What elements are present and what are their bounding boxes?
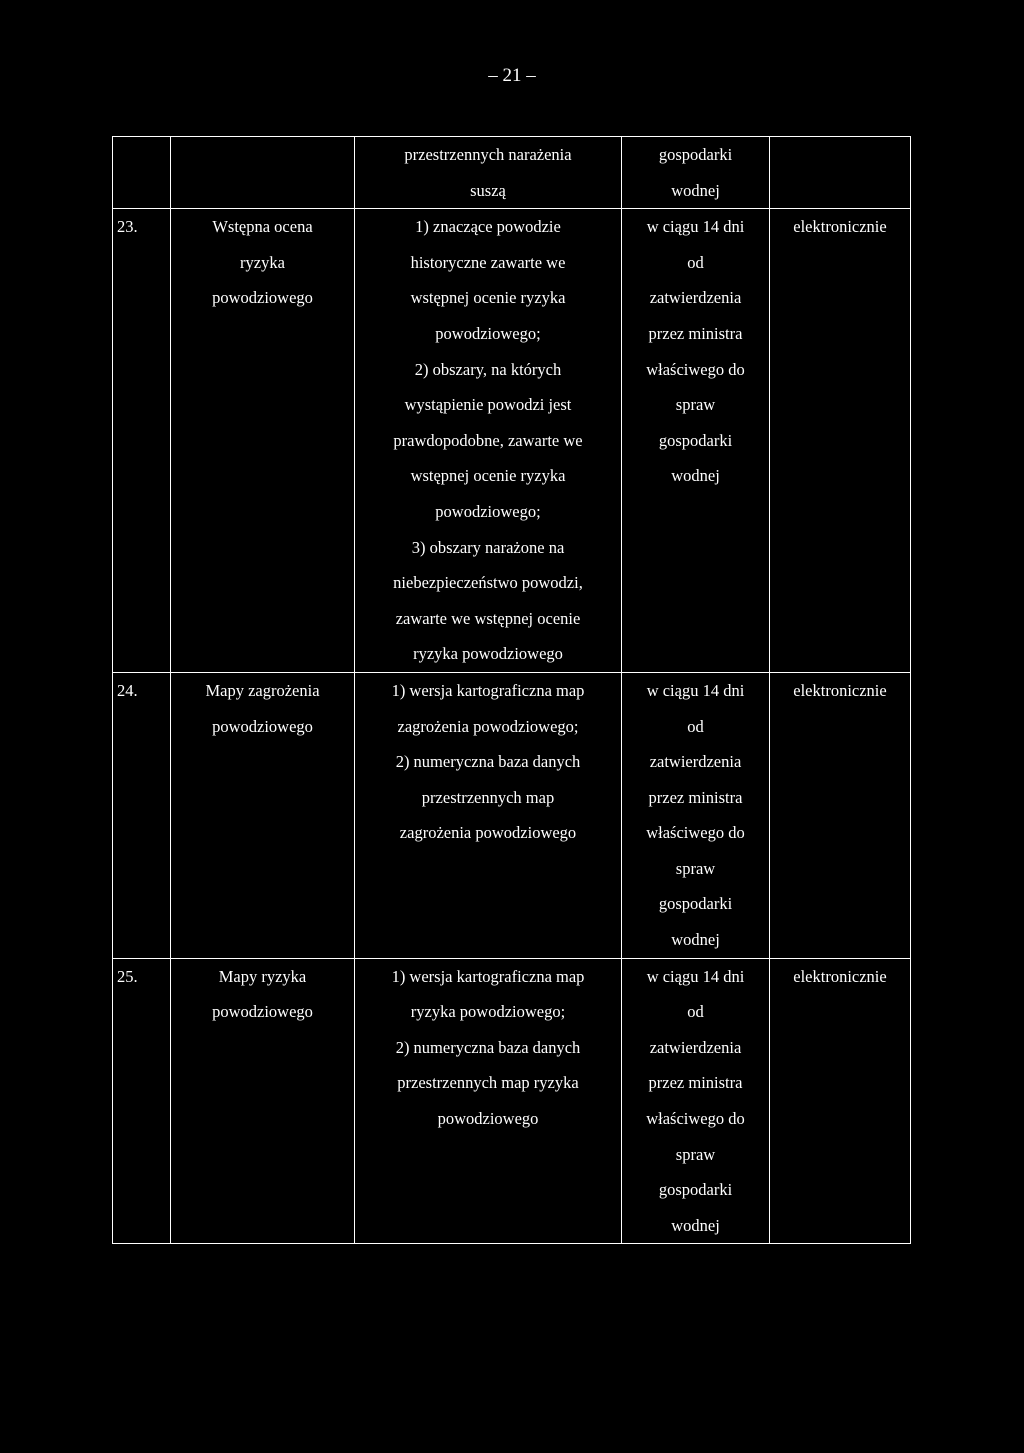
table-row (113, 209, 911, 673)
deadline-cell (622, 958, 770, 1244)
table-row (113, 137, 911, 209)
text-line: historyczne zawarte we (410, 252, 566, 272)
text-line: 2) numeryczna baza danych (395, 752, 581, 772)
text-line: 2) numeryczna baza danych (395, 1037, 581, 1057)
text-line: przez ministra (648, 787, 743, 807)
text-line: gospodarki (658, 145, 733, 164)
text-line: 1) wersja kartograficzna map (391, 966, 585, 986)
item-name-cell (171, 958, 355, 1244)
item-name-cell (171, 137, 355, 209)
text-line: wodnej (671, 1215, 720, 1235)
text-line: od (687, 1002, 704, 1022)
text-line: zagrożenia powodziowego; (397, 716, 579, 736)
text-line: przez ministra (648, 323, 743, 343)
text-line: Wstępna ocena (212, 217, 313, 237)
item-name-cell (171, 209, 355, 673)
row-number-text (117, 137, 170, 173)
form-cell (770, 958, 911, 1244)
text-line: ryzyka (240, 252, 285, 272)
text-line: spraw (675, 858, 716, 878)
text-line: gospodarki (658, 1180, 733, 1200)
item-content-cell (355, 958, 622, 1244)
text-line: przez ministra (648, 1073, 743, 1093)
text-line: suszą (470, 180, 506, 200)
text-line: powodziowego (212, 288, 313, 308)
text-line: wstępnej ocenie ryzyka (410, 288, 566, 308)
row-number-text: 24. (117, 680, 138, 700)
requirements-table (112, 136, 911, 1244)
text-line: Mapy zagrożenia (205, 680, 320, 700)
item-content-cell (355, 209, 622, 673)
text-line: niebezpieczeństwo powodzi, (393, 573, 583, 593)
text-line: od (687, 716, 704, 736)
text-line: zatwierdzenia (649, 1037, 742, 1057)
row-number-text: 25. (117, 966, 138, 986)
text-line: właściwego do (646, 823, 745, 843)
text-line: w ciągu 14 dni (646, 966, 745, 986)
row-number (113, 958, 171, 1244)
row-number (113, 209, 171, 673)
text-line: Mapy ryzyka (218, 966, 307, 986)
text-line: zatwierdzenia (649, 752, 742, 772)
deadline-cell (622, 672, 770, 958)
text-line: prawdopodobne, zawarte we (393, 430, 583, 450)
page-number: – 21 – (488, 65, 536, 86)
table-row (113, 672, 911, 958)
text-line: ryzyka powodziowego (413, 644, 563, 664)
text-line: zagrożenia powodziowego (399, 823, 577, 843)
text-line: w ciągu 14 dni (646, 217, 745, 237)
text-line: wodnej (671, 180, 720, 200)
form-cell (770, 209, 911, 673)
item-content-cell (355, 137, 622, 209)
text-line: zatwierdzenia (649, 288, 742, 308)
text-line: elektronicznie (793, 217, 887, 237)
deadline-cell (622, 137, 770, 209)
text-line: powodziowego; (435, 501, 541, 521)
text-line: właściwego do (646, 1109, 745, 1129)
text-line: elektronicznie (793, 680, 887, 700)
row-number (113, 137, 171, 209)
form-cell (770, 137, 911, 209)
text-line: wystąpienie powodzi jest (404, 395, 572, 415)
deadline-cell (622, 209, 770, 673)
row-number-text: 23. (117, 217, 138, 237)
row-number (113, 672, 171, 958)
text-line: elektronicznie (793, 966, 887, 986)
text-line: powodziowego (437, 1109, 539, 1129)
text-line: gospodarki (658, 430, 733, 450)
form-cell (770, 672, 911, 958)
text-line: przestrzennych map ryzyka (397, 1073, 579, 1093)
text-line: powodziowego (212, 716, 313, 736)
text-line: 1) znaczące powodzie (415, 217, 561, 237)
text-line: powodziowego; (435, 323, 541, 343)
text-line: wodnej (671, 930, 720, 950)
text-line: przestrzennych narażenia (404, 145, 572, 164)
text-line: zawarte we wstępnej ocenie (395, 608, 581, 628)
text-line: od (687, 252, 704, 272)
text-line: w ciągu 14 dni (646, 680, 745, 700)
text-line: wodnej (671, 466, 720, 486)
text-line: 1) wersja kartograficzna map (391, 680, 585, 700)
text-line: ryzyka powodziowego; (410, 1002, 566, 1022)
text-line: właściwego do (646, 359, 745, 379)
text-line: spraw (675, 1144, 716, 1164)
text-line: 3) obszary narażone na (411, 537, 565, 557)
text-line: gospodarki (658, 894, 733, 914)
item-name-cell (171, 672, 355, 958)
text-line: wstępnej ocenie ryzyka (410, 466, 566, 486)
table-row (113, 958, 911, 1244)
text-line: przestrzennych map (421, 787, 555, 807)
text-line: powodziowego (212, 1002, 313, 1022)
text-line: 2) obszary, na których (414, 359, 562, 379)
text-line: spraw (675, 395, 716, 415)
item-content-cell (355, 672, 622, 958)
